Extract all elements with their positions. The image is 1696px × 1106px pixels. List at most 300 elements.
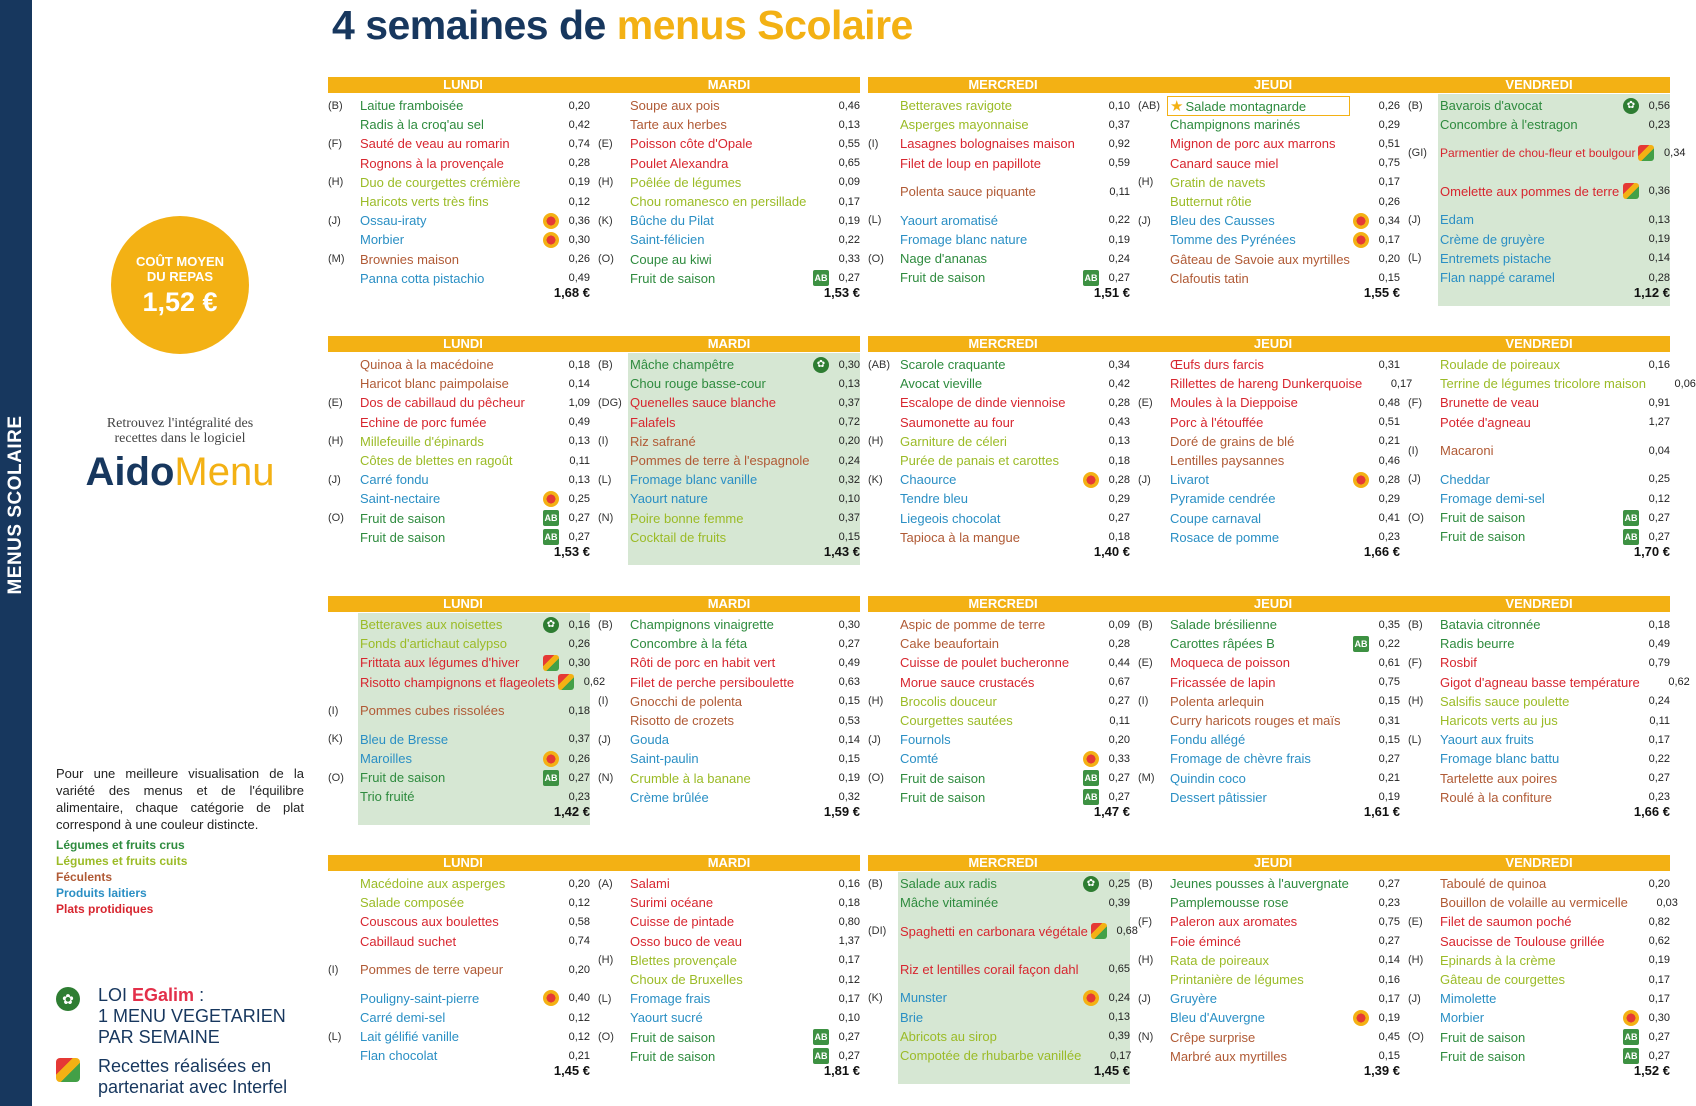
menu-item [328, 673, 606, 692]
organic-ab-icon: AB [1083, 770, 1099, 786]
menu-item [1408, 730, 1670, 749]
item-price: 0,19 [1378, 791, 1400, 804]
item-price: 0,10 [838, 492, 860, 505]
item-price: 0,22 [1108, 214, 1130, 227]
quality-label-icon [1353, 232, 1369, 248]
item-code: (J) [328, 214, 341, 227]
day-total: 1,43 € [823, 544, 860, 559]
item-name: Porc à l'étouffée [1170, 414, 1264, 430]
item-price: 0,36 [1648, 185, 1670, 198]
menu-item [1138, 951, 1400, 970]
item-price: 0,28 [1378, 473, 1400, 486]
item-code: (J) [1408, 473, 1421, 486]
item-price: 0,14 [1378, 954, 1400, 967]
item-name: Frittata aux légumes d'hiver [360, 655, 520, 671]
item-badge-slot [1620, 98, 1642, 114]
menu-item [1408, 134, 1686, 172]
item-price: 0,37 [838, 512, 860, 525]
item-name: Tomme des Pyrénées [1170, 232, 1296, 248]
item-price: 0,27 [1108, 512, 1130, 525]
menu-item [598, 115, 860, 134]
item-name: Foie émincé [1170, 933, 1241, 949]
item-price: 0,61 [1378, 656, 1400, 669]
menu-item [598, 769, 860, 788]
item-code: (J) [598, 733, 611, 746]
item-code: (F) [1408, 396, 1423, 409]
menu-item [868, 988, 1130, 1007]
item-name: Polenta arlequin [1170, 693, 1264, 709]
organic-ab-icon: AB [1083, 270, 1099, 286]
item-price: 0,04 [1648, 444, 1670, 457]
item-name: Pyramide cendrée [1170, 491, 1276, 507]
item-price: 0,35 [1378, 618, 1400, 631]
day-total: 1,59 € [823, 804, 860, 819]
menu-item [1408, 634, 1670, 653]
item-price: 0,80 [838, 915, 860, 928]
item-price: 0,36 [568, 214, 590, 227]
item-price: 0,58 [568, 915, 590, 928]
item-price: 0,21 [1378, 772, 1400, 785]
item-price: 0,17 [1378, 992, 1400, 1005]
star-icon: ★ [1170, 97, 1184, 115]
menu-item [598, 634, 860, 653]
item-name: Entremets pistache [1440, 250, 1552, 266]
day-header-vendredi: VENDREDI [1408, 77, 1670, 93]
day-total: 1,40 € [1093, 544, 1130, 559]
menu-day-column [328, 96, 590, 288]
item-price: 0,42 [1108, 377, 1130, 390]
item-badge-slot [1350, 1010, 1372, 1026]
item-price: 0,20 [568, 99, 590, 112]
organic-ab-icon: AB [1623, 510, 1639, 526]
organic-ab-icon: AB [543, 529, 559, 545]
item-badge-slot [1635, 145, 1657, 161]
item-badge-slot [540, 232, 562, 248]
item-code: (DG) [598, 396, 622, 409]
item-price: 0,21 [1378, 435, 1400, 448]
item-name: Risotto de crozets [630, 713, 735, 729]
title-part1: 4 semaines de [332, 2, 606, 48]
menu-day-column [1408, 355, 1696, 547]
item-name: Osso buco de veau [630, 933, 743, 949]
menu-day-column [1138, 96, 1400, 288]
menu-item [598, 874, 860, 893]
item-badge-slot [1080, 876, 1102, 892]
item-name: Fruit de saison [1440, 529, 1526, 545]
item-price: 0,24 [1108, 252, 1130, 265]
item-name: Millefeuille d'épinards [360, 433, 484, 449]
menu-item [1408, 249, 1670, 268]
item-name: Crêpe surprise [1170, 1029, 1256, 1045]
organic-ab-icon: AB [1623, 529, 1639, 545]
menu-item [1138, 970, 1400, 989]
item-price: 0,14 [568, 377, 590, 390]
item-code: (O) [598, 1031, 614, 1044]
item-badge-slot [555, 674, 577, 690]
menu-item [1138, 874, 1400, 893]
item-name: Gigot d'agneau basse température [1440, 674, 1640, 690]
menu-item [868, 432, 1130, 451]
menu-item [1408, 711, 1670, 730]
day-total: 1,70 € [1633, 544, 1670, 559]
menu-item [868, 673, 1130, 692]
item-price: 0,28 [1108, 473, 1130, 486]
item-badge-slot [1350, 472, 1372, 488]
item-name: Aspic de pomme de terre [900, 617, 1046, 633]
item-price: 0,56 [1648, 99, 1670, 112]
item-code: (H) [868, 435, 884, 448]
interfel-icon [1638, 145, 1654, 161]
item-code: (H) [1408, 695, 1424, 708]
menu-item [868, 154, 1130, 173]
menu-item [1408, 374, 1696, 393]
item-price: 0,19 [568, 176, 590, 189]
item-code: (K) [868, 473, 883, 486]
item-name: Coupe carnaval [1170, 510, 1262, 526]
menu-day-column [328, 355, 590, 547]
item-price: 0,53 [838, 714, 860, 727]
item-name: Bleu des Causses [1170, 213, 1275, 229]
item-name: Fruit de saison [630, 270, 716, 286]
item-name: Fondu allégé [1170, 732, 1246, 748]
item-price: 0,74 [568, 137, 590, 150]
item-price: 0,34 [1378, 214, 1400, 227]
menu-day-column [328, 615, 606, 807]
menu-item [1138, 230, 1400, 249]
menu-item [328, 634, 590, 653]
item-name: Fruit de saison [900, 270, 986, 286]
day-header-vendredi: VENDREDI [1408, 336, 1670, 352]
item-code: (J) [328, 473, 341, 486]
item-name: Gruyère [1170, 991, 1217, 1007]
item-name: Fruit de saison [360, 770, 446, 786]
item-price: 0,14 [1648, 252, 1670, 265]
item-name: Brunette de veau [1440, 395, 1540, 411]
item-name: Couscous aux boulettes [360, 914, 499, 930]
item-price: 0,27 [838, 1031, 860, 1044]
item-price: 0,27 [1648, 511, 1670, 524]
quality-label-icon [543, 990, 559, 1006]
egalim-line1-suffix: : [194, 985, 205, 1005]
item-price: 0,91 [1648, 396, 1670, 409]
item-code: (F) [1138, 915, 1153, 928]
item-name: Fruit de saison [1440, 1048, 1526, 1064]
item-price: 0,20 [1108, 733, 1130, 746]
item-name: Quenelles sauce blanche [630, 395, 776, 411]
item-code: (I) [868, 137, 879, 150]
item-name: Radis à la croq'au sel [360, 117, 484, 133]
menu-item [328, 912, 590, 931]
menu-item [598, 673, 860, 692]
item-name: Salade brésilienne [1170, 617, 1277, 633]
item-code: (J) [1138, 473, 1151, 486]
item-price: 0,12 [568, 195, 590, 208]
item-price: 0,27 [1108, 271, 1130, 284]
item-badge-slot [1088, 923, 1110, 939]
item-badge-slot [1080, 472, 1102, 488]
organic-ab-icon: AB [1083, 789, 1099, 805]
item-code: (L) [328, 1030, 342, 1043]
menu-item [1138, 432, 1400, 451]
item-name: Lasagnes bolognaises maison [900, 136, 1075, 152]
menu-item [1138, 912, 1400, 931]
menu-item [328, 413, 590, 432]
menu-item [1138, 115, 1400, 134]
menu-item [868, 374, 1130, 393]
legend-item-proteines: Plats protidiques [56, 902, 154, 916]
menu-item [598, 951, 860, 970]
item-name: Tartelette aux poires [1440, 770, 1558, 786]
item-name: Gâteau de courgettes [1440, 972, 1566, 988]
menu-item [868, 451, 1130, 470]
item-price: 0,75 [1378, 676, 1400, 689]
menu-item [868, 211, 1130, 230]
day-header-mardi: MARDI [598, 336, 860, 352]
item-price: 0,15 [1378, 733, 1400, 746]
item-badge-slot [1080, 789, 1102, 805]
item-price: 0,24 [838, 454, 860, 467]
item-code: (B) [1408, 618, 1423, 631]
menu-item [1408, 1028, 1670, 1047]
legend-intro: Pour une meilleure visualisation de la variété des menus et de l'équilibre alimentaire, chaque catégorie de plat correspond à une couleur distincte. [56, 766, 304, 832]
menu-item [868, 393, 1130, 412]
menu-item [328, 893, 590, 912]
item-price: 0,15 [838, 695, 860, 708]
menu-item [1408, 115, 1670, 134]
menu-item [328, 355, 590, 374]
legend-item-cuits: Légumes et fruits cuits [56, 854, 188, 868]
day-total: 1,47 € [1093, 804, 1130, 819]
item-code: (L) [1408, 252, 1422, 265]
menu-item [868, 96, 1130, 115]
organic-ab-icon: AB [543, 510, 559, 526]
item-code: (GI) [1408, 147, 1427, 160]
menu-item [598, 192, 860, 211]
item-price: 0,12 [838, 973, 860, 986]
item-name: Pamplemousse rose [1170, 895, 1289, 911]
menu-item [1138, 730, 1400, 749]
item-code: (H) [328, 176, 344, 189]
menu-item [598, 1008, 860, 1027]
menu-item [868, 173, 1130, 211]
menu-day-column [328, 874, 590, 1066]
vegetarian-icon: ✿ [1083, 876, 1099, 892]
item-price: 0,20 [1648, 877, 1670, 890]
day-total: 1,68 € [553, 285, 590, 300]
menu-item [868, 489, 1130, 508]
item-name: Flan chocolat [360, 1048, 438, 1064]
item-price: 0,63 [838, 676, 860, 689]
item-price: 0,24 [1648, 695, 1670, 708]
item-badge-slot [540, 213, 562, 229]
menu-item [328, 692, 590, 730]
menu-item [1138, 470, 1400, 489]
item-badge-slot [540, 990, 562, 1006]
item-badge-slot [810, 270, 832, 286]
day-header-vendredi: VENDREDI [1408, 855, 1670, 871]
item-name: Tendre bleu [900, 491, 968, 507]
menu-item [1138, 653, 1400, 672]
aido-text-line2: recettes dans le logiciel [114, 431, 246, 446]
item-name: Courgettes sautées [900, 713, 1013, 729]
item-price: 0,13 [838, 118, 860, 131]
menu-item [328, 115, 590, 134]
item-name: Côtes de blettes en ragoût [360, 453, 513, 469]
item-price: 0,12 [568, 1011, 590, 1024]
item-name: Flan nappé caramel [1440, 270, 1555, 286]
quality-label-icon [543, 491, 559, 507]
item-name: Radis beurre [1440, 636, 1515, 652]
menu-item [598, 374, 860, 393]
menu-item [598, 912, 860, 931]
item-price: 0,22 [1648, 752, 1670, 765]
menu-item [1408, 749, 1670, 768]
item-name: Morbier [1440, 1010, 1485, 1026]
egalim-line1-prefix: LOI [98, 985, 128, 1005]
item-price: 0,15 [838, 531, 860, 544]
item-name: Morbier [360, 232, 405, 248]
menu-item [328, 932, 590, 951]
item-price: 0,27 [1648, 772, 1670, 785]
menu-item [1408, 1008, 1670, 1027]
item-price: 0,82 [1648, 915, 1670, 928]
item-price: 0,34 [1108, 358, 1130, 371]
menu-item [598, 615, 860, 634]
item-name: Poisson côte d'Opale [630, 136, 753, 152]
item-name: Bûche du Pilat [630, 213, 714, 229]
item-price: 0,18 [838, 896, 860, 909]
item-badge-slot [1350, 636, 1372, 652]
item-name: Riz safrané [630, 433, 696, 449]
aido-text-line1: Retrouvez l'intégralité des [106, 416, 254, 431]
egalim-row [56, 985, 316, 1048]
item-price: 0,18 [1648, 618, 1670, 631]
item-price: 0,29 [1378, 118, 1400, 131]
item-price: 0,17 [1648, 992, 1670, 1005]
item-price: 0,11 [1109, 714, 1130, 727]
item-price: 0,72 [838, 416, 860, 429]
menu-item [868, 1027, 1130, 1046]
menu-item [598, 470, 860, 489]
day-header-mercredi: MERCREDI [868, 855, 1138, 871]
menu-item [598, 489, 860, 508]
item-name: Fournols [900, 732, 951, 748]
day-total: 1,53 € [553, 544, 590, 559]
item-price: 0,40 [568, 992, 590, 1005]
item-name: Poire bonne femme [630, 510, 744, 526]
menu-item [1138, 893, 1400, 912]
item-code: (L) [598, 473, 612, 486]
organic-ab-icon: AB [813, 270, 829, 286]
item-name: Crème de gruyère [1440, 231, 1545, 247]
day-header-lundi: LUNDI [328, 336, 598, 352]
item-badge-slot [1080, 990, 1102, 1006]
menu-day-column [868, 615, 1130, 807]
day-header-jeudi: JEUDI [1138, 336, 1408, 352]
item-name: Blettes provençale [630, 952, 737, 968]
item-price: 0,10 [838, 1011, 860, 1024]
menu-item [328, 173, 590, 192]
menu-item [868, 749, 1130, 768]
item-price: 0,19 [838, 214, 860, 227]
menu-item [1408, 932, 1670, 951]
item-name: Fricassée de lapin [1170, 674, 1276, 690]
item-price: 0,18 [1108, 454, 1130, 467]
menu-item [1408, 769, 1670, 788]
menu-item [1138, 932, 1400, 951]
menu-item [1138, 489, 1400, 508]
item-name: Fruit de saison [630, 1048, 716, 1064]
item-price: 0,09 [838, 176, 860, 189]
quality-label-icon [1353, 213, 1369, 229]
day-header-mercredi: MERCREDI [868, 77, 1138, 93]
item-name: Printanière de légumes [1170, 972, 1304, 988]
item-name: Pommes cubes rissolées [360, 703, 505, 719]
item-name: Escalope de dinde viennoise [900, 395, 1066, 411]
menu-item [1408, 951, 1670, 970]
menu-item [868, 653, 1130, 672]
day-total: 1,12 € [1633, 285, 1670, 300]
item-name: Carré fondu [360, 472, 429, 488]
item-price: 0,15 [838, 752, 860, 765]
item-price: 0,31 [1378, 714, 1400, 727]
item-price: 0,25 [568, 492, 590, 505]
item-name: Macédoine aux asperges [360, 876, 506, 892]
item-price: 0,16 [568, 618, 590, 631]
item-name: Dos de cabillaud du pêcheur [360, 395, 525, 411]
menu-item [328, 470, 590, 489]
item-code: (E) [1138, 656, 1153, 669]
item-name: Rosbif [1440, 655, 1477, 671]
menu-item [328, 211, 590, 230]
item-price: 0,23 [1378, 531, 1400, 544]
item-price: 0,13 [1108, 1011, 1130, 1024]
item-code: (O) [328, 771, 344, 784]
item-name: Terrine de légumes tricolore maison [1440, 376, 1646, 392]
item-name: Betteraves aux noisettes [360, 617, 503, 633]
item-name: Moules à la Dieppoise [1170, 395, 1298, 411]
day-header-jeudi: JEUDI [1138, 855, 1408, 871]
item-price: 0,49 [568, 272, 590, 285]
item-price: 0,11 [569, 454, 590, 467]
menu-item [1138, 673, 1400, 692]
item-price: 0,49 [838, 656, 860, 669]
item-name: Avocat vieville [900, 376, 983, 392]
item-price: 0,79 [1648, 656, 1670, 669]
quality-label-icon [1083, 472, 1099, 488]
aido-logo-part2: Menu [174, 450, 275, 494]
item-price: 0,17 [838, 954, 860, 967]
item-name: Fruit de saison [1440, 510, 1526, 526]
item-code: (B) [1138, 618, 1153, 631]
vegetarian-icon: ✿ [1623, 98, 1639, 114]
item-code: (J) [868, 733, 881, 746]
day-header-lundi: LUNDI [328, 855, 598, 871]
item-name: Crumble à la banane [630, 770, 751, 786]
menu-item [868, 893, 1130, 912]
menu-item [1138, 211, 1400, 230]
menu-item [1408, 970, 1670, 989]
item-name: Tarte aux herbes [630, 117, 727, 133]
item-price: 0,92 [1108, 137, 1130, 150]
item-price: 0,15 [1378, 272, 1400, 285]
item-code: (B) [868, 877, 883, 890]
item-price: 1,09 [568, 396, 590, 409]
item-code: (O) [598, 253, 614, 266]
item-price: 0,27 [1108, 772, 1130, 785]
item-name: Edam [1440, 212, 1474, 228]
menu-item [1138, 154, 1400, 173]
